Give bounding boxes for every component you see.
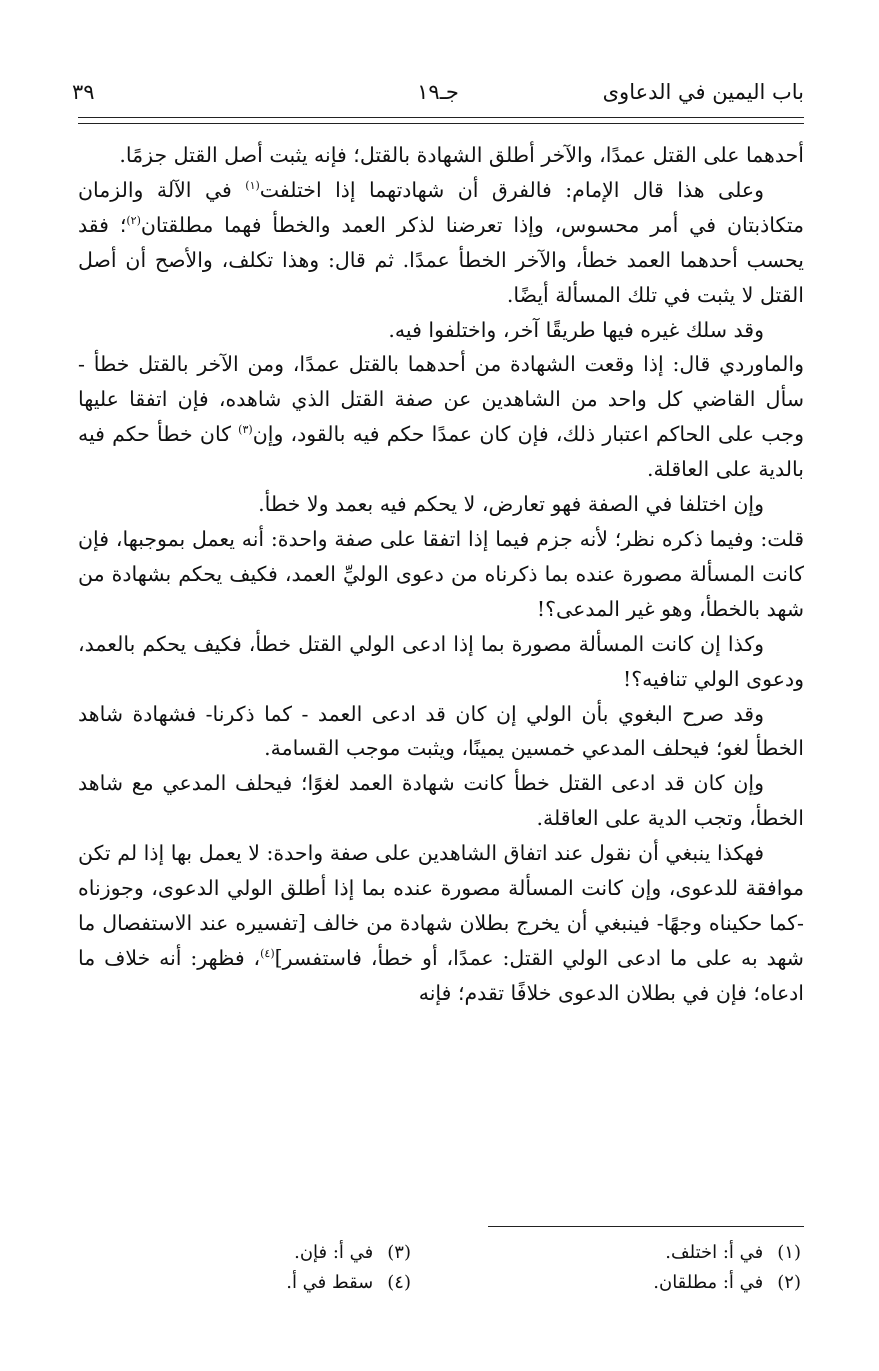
paragraph <box>78 313 804 348</box>
footnote-text: في أ: اختلف. <box>665 1242 764 1263</box>
paragraph-text: قلت: وفيما ذكره نظر؛ لأنه جزم فيما إذا اتفقا على صفة واحدة: أنه يعمل بموجبها، فإن كانت المسألة مصورة عنده بما ذكرناه من دعوى الوليِّ العمد، فكيف يحكم بشهادة من شهد بالخطأ، وهو غير المدعى؟! <box>78 526 804 621</box>
paragraph-text: أحدهما على القتل عمدًا، والآخر أطلق الشهادة بالقتل؛ فإنه يثبت أصل القتل جزمًا. <box>119 143 804 167</box>
paragraph <box>78 627 804 697</box>
footnote-column <box>91 1238 411 1298</box>
paragraph-text: وكذا إن كانت المسألة مصورة بما إذا ادعى الولي القتل خطأ، فكيف يحكم بالعمد، ودعوى الولي تنافيه؟! <box>78 631 804 691</box>
paragraph-text: وعلى هذا قال الإمام: فالفرق أن شهادتهما إذا اختلفت <box>259 177 764 202</box>
paragraph-text: فهكذا ينبغي أن نقول عند اتفاق الشاهدين على صفة واحدة: لا يعمل بها إذا لم تكن موافقة للدعوى، وإن كانت المسألة مصورة عنده بما إذا أطلق الولي الدعوى، وجوزناه -كما حكيناه وجهًا- فينبغي أن يخرج بطلان شهادة من خالف [تفسيره عند الاستفصال ما شهد به على ما ادعى الولي القتل: عمدًا، أو خطأ، فاستفسر] <box>78 841 804 970</box>
footnote-text: في أ: فإن. <box>294 1242 374 1263</box>
paragraph <box>78 766 804 836</box>
footnote-number: (٣) <box>387 1242 411 1263</box>
footnote-ref: (٢) <box>126 213 141 227</box>
footnote <box>481 1238 801 1268</box>
page-number: ٣٩ <box>72 80 95 104</box>
main-text <box>78 138 804 1011</box>
paragraph-text: ، فظهر: أنه خلاف ما ادعاه؛ فإن في بطلان الدعوى خلافًا تقدم؛ فإنه <box>78 945 804 1005</box>
footnote <box>91 1268 411 1298</box>
paragraph <box>78 138 804 173</box>
paragraph <box>78 522 804 627</box>
footnote-number: (٢) <box>777 1272 801 1293</box>
footnote-number: (١) <box>777 1242 801 1263</box>
paragraph-text: كان خطأ حكم فيه بالدية على العاقلة. <box>78 422 804 482</box>
header-rule <box>78 117 804 118</box>
paragraph <box>78 697 804 767</box>
volume-label: جـ١٩ <box>417 80 459 104</box>
paragraph <box>78 487 804 522</box>
header-rule-thin <box>78 123 804 124</box>
paragraph <box>78 173 804 313</box>
footnote-ref: (٣) <box>238 423 253 437</box>
footnote-text: في أ: مطلقان. <box>653 1272 764 1293</box>
footnote-number: (٤) <box>387 1272 411 1293</box>
paragraph <box>78 347 804 487</box>
footnote <box>481 1268 801 1298</box>
footnote-separator <box>488 1226 804 1227</box>
paragraph-text: وإن كان قد ادعى القتل خطأ كانت شهادة العمد لغوًا؛ فيحلف المدعي مع شاهد الخطأ، وتجب الدية على العاقلة. <box>78 771 804 831</box>
running-head <box>72 74 804 114</box>
paragraph-text: وقد صرح البغوي بأن الولي إن كان قد ادعى العمد - كما ذكرنا- فشهادة شاهد الخطأ لغو؛ فيحلف المدعي خمسين يمينًا، ويثبت موجب القسامة. <box>78 701 804 761</box>
paragraph-text: وقد سلك غيره فيها طريقًا آخر، واختلفوا فيه. <box>388 317 764 342</box>
footnote <box>91 1238 411 1268</box>
paragraph-text: في الآلة والزمان متكاذبتان في أمر محسوس، وإذا تعرضنا لذكر العمد والخطأ فهما مطلقتان <box>78 177 805 237</box>
chapter-title: باب اليمين في الدعاوى <box>602 80 804 104</box>
footnote-ref: (٤) <box>260 947 275 961</box>
footnote-column <box>481 1238 801 1298</box>
paragraph-text: ؛ فقد يحسب أحدهما العمد خطأ، والآخر الخطأ عمدًا. ثم قال: وهذا تكلف، والأصح أن أصل القتل لا يثبت في تلك المسألة أيضًا. <box>78 212 804 307</box>
footnote-ref: (١) <box>245 179 260 193</box>
footnote-text: سقط في أ. <box>286 1272 374 1293</box>
paragraph-text: وإن اختلفا في الصفة فهو تعارض، لا يحكم فيه بعمد ولا خطأ. <box>258 492 764 517</box>
paragraph <box>78 836 804 1011</box>
paragraph-text: والماوردي قال: إذا وقعت الشهادة من أحدهما بالقتل عمدًا، ومن الآخر بالقتل خطأ - سأل القاضي كل واحد من الشاهدين عن صفة القتل الذي شاهده، فإن اتفقا عليها وجب على الحاكم اعتبار ذلك، فإن كان عمدًا حكم فيه بالقود، وإن <box>78 352 804 447</box>
